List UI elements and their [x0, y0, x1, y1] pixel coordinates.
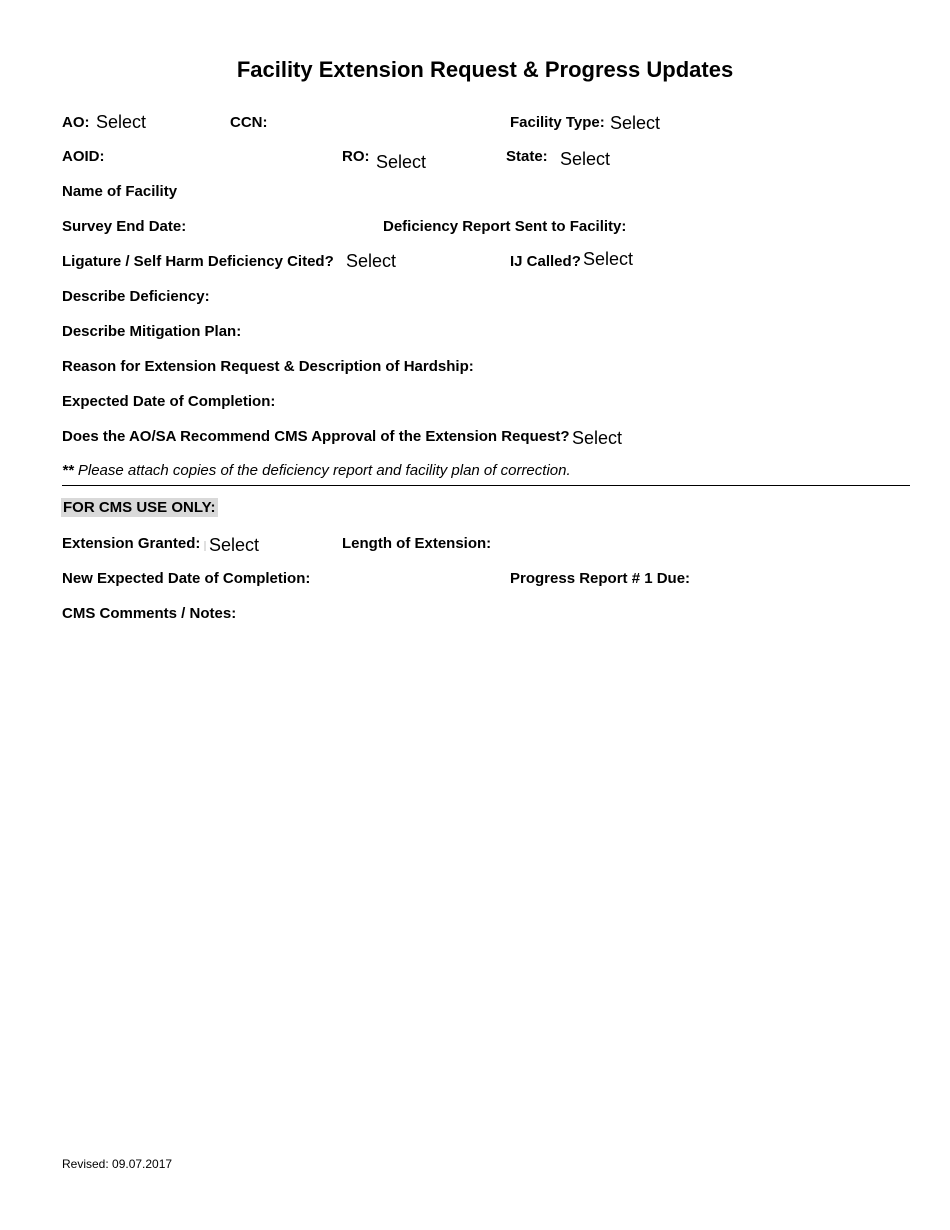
cms-section-heading: [61, 499, 218, 516]
expected-completion-label: Expected Date of Completion:: [62, 393, 276, 410]
note-text: Please attach copies of the deficiency report and facility plan of correction.: [73, 462, 571, 479]
section-divider: [62, 485, 910, 486]
extension-granted-field[interactable]: [204, 535, 259, 556]
ccn-label: CCN:: [230, 114, 268, 131]
state-select[interactable]: Select: [560, 149, 611, 169]
revised-date: Revised: 09.07.2017: [62, 1157, 173, 1171]
survey-end-date-label: Survey End Date:: [62, 218, 187, 235]
note-stars: **: [62, 462, 74, 479]
attachment-note: [62, 462, 571, 479]
length-of-extension-label: Length of Extension:: [342, 535, 492, 552]
progress-report-due-label: Progress Report # 1 Due:: [510, 570, 691, 587]
ligature-cited-select[interactable]: Select: [346, 251, 397, 271]
ligature-cited-label: Ligature / Self Harm Deficiency Cited?: [62, 253, 334, 270]
ao-label: AO:: [62, 114, 90, 131]
facility-type-select[interactable]: Select: [610, 113, 661, 133]
aoid-label: AOID:: [62, 148, 105, 165]
ro-label: RO:: [342, 148, 370, 165]
cms-heading-text: FOR CMS USE ONLY:: [63, 499, 216, 516]
extension-granted-label: Extension Granted:: [62, 535, 201, 552]
field-marker-icon: [204, 541, 206, 551]
cms-comments-label: CMS Comments / Notes:: [62, 605, 237, 622]
extension-reason-label: Reason for Extension Request & Description of Hardship:: [62, 358, 474, 375]
describe-deficiency-label: Describe Deficiency:: [62, 288, 210, 305]
mitigation-plan-label: Describe Mitigation Plan:: [62, 323, 242, 340]
ro-select[interactable]: Select: [376, 152, 427, 172]
ij-called-label: IJ Called?: [510, 253, 581, 270]
state-label: State:: [506, 148, 548, 165]
ij-called-select[interactable]: Select: [583, 249, 634, 269]
ao-recommend-select[interactable]: Select: [572, 428, 623, 448]
deficiency-report-sent-label: Deficiency Report Sent to Facility:: [383, 218, 627, 235]
extension-granted-select[interactable]: Select: [209, 535, 260, 555]
new-expected-date-label: New Expected Date of Completion:: [62, 570, 311, 587]
facility-type-label: Facility Type:: [510, 114, 605, 131]
ao-recommend-label: Does the AO/SA Recommend CMS Approval of the Extension Request?: [62, 428, 570, 445]
ao-select[interactable]: Select: [96, 112, 147, 132]
page-title: Facility Extension Request & Progress Updates: [236, 57, 734, 82]
facility-name-label: Name of Facility: [62, 183, 178, 200]
